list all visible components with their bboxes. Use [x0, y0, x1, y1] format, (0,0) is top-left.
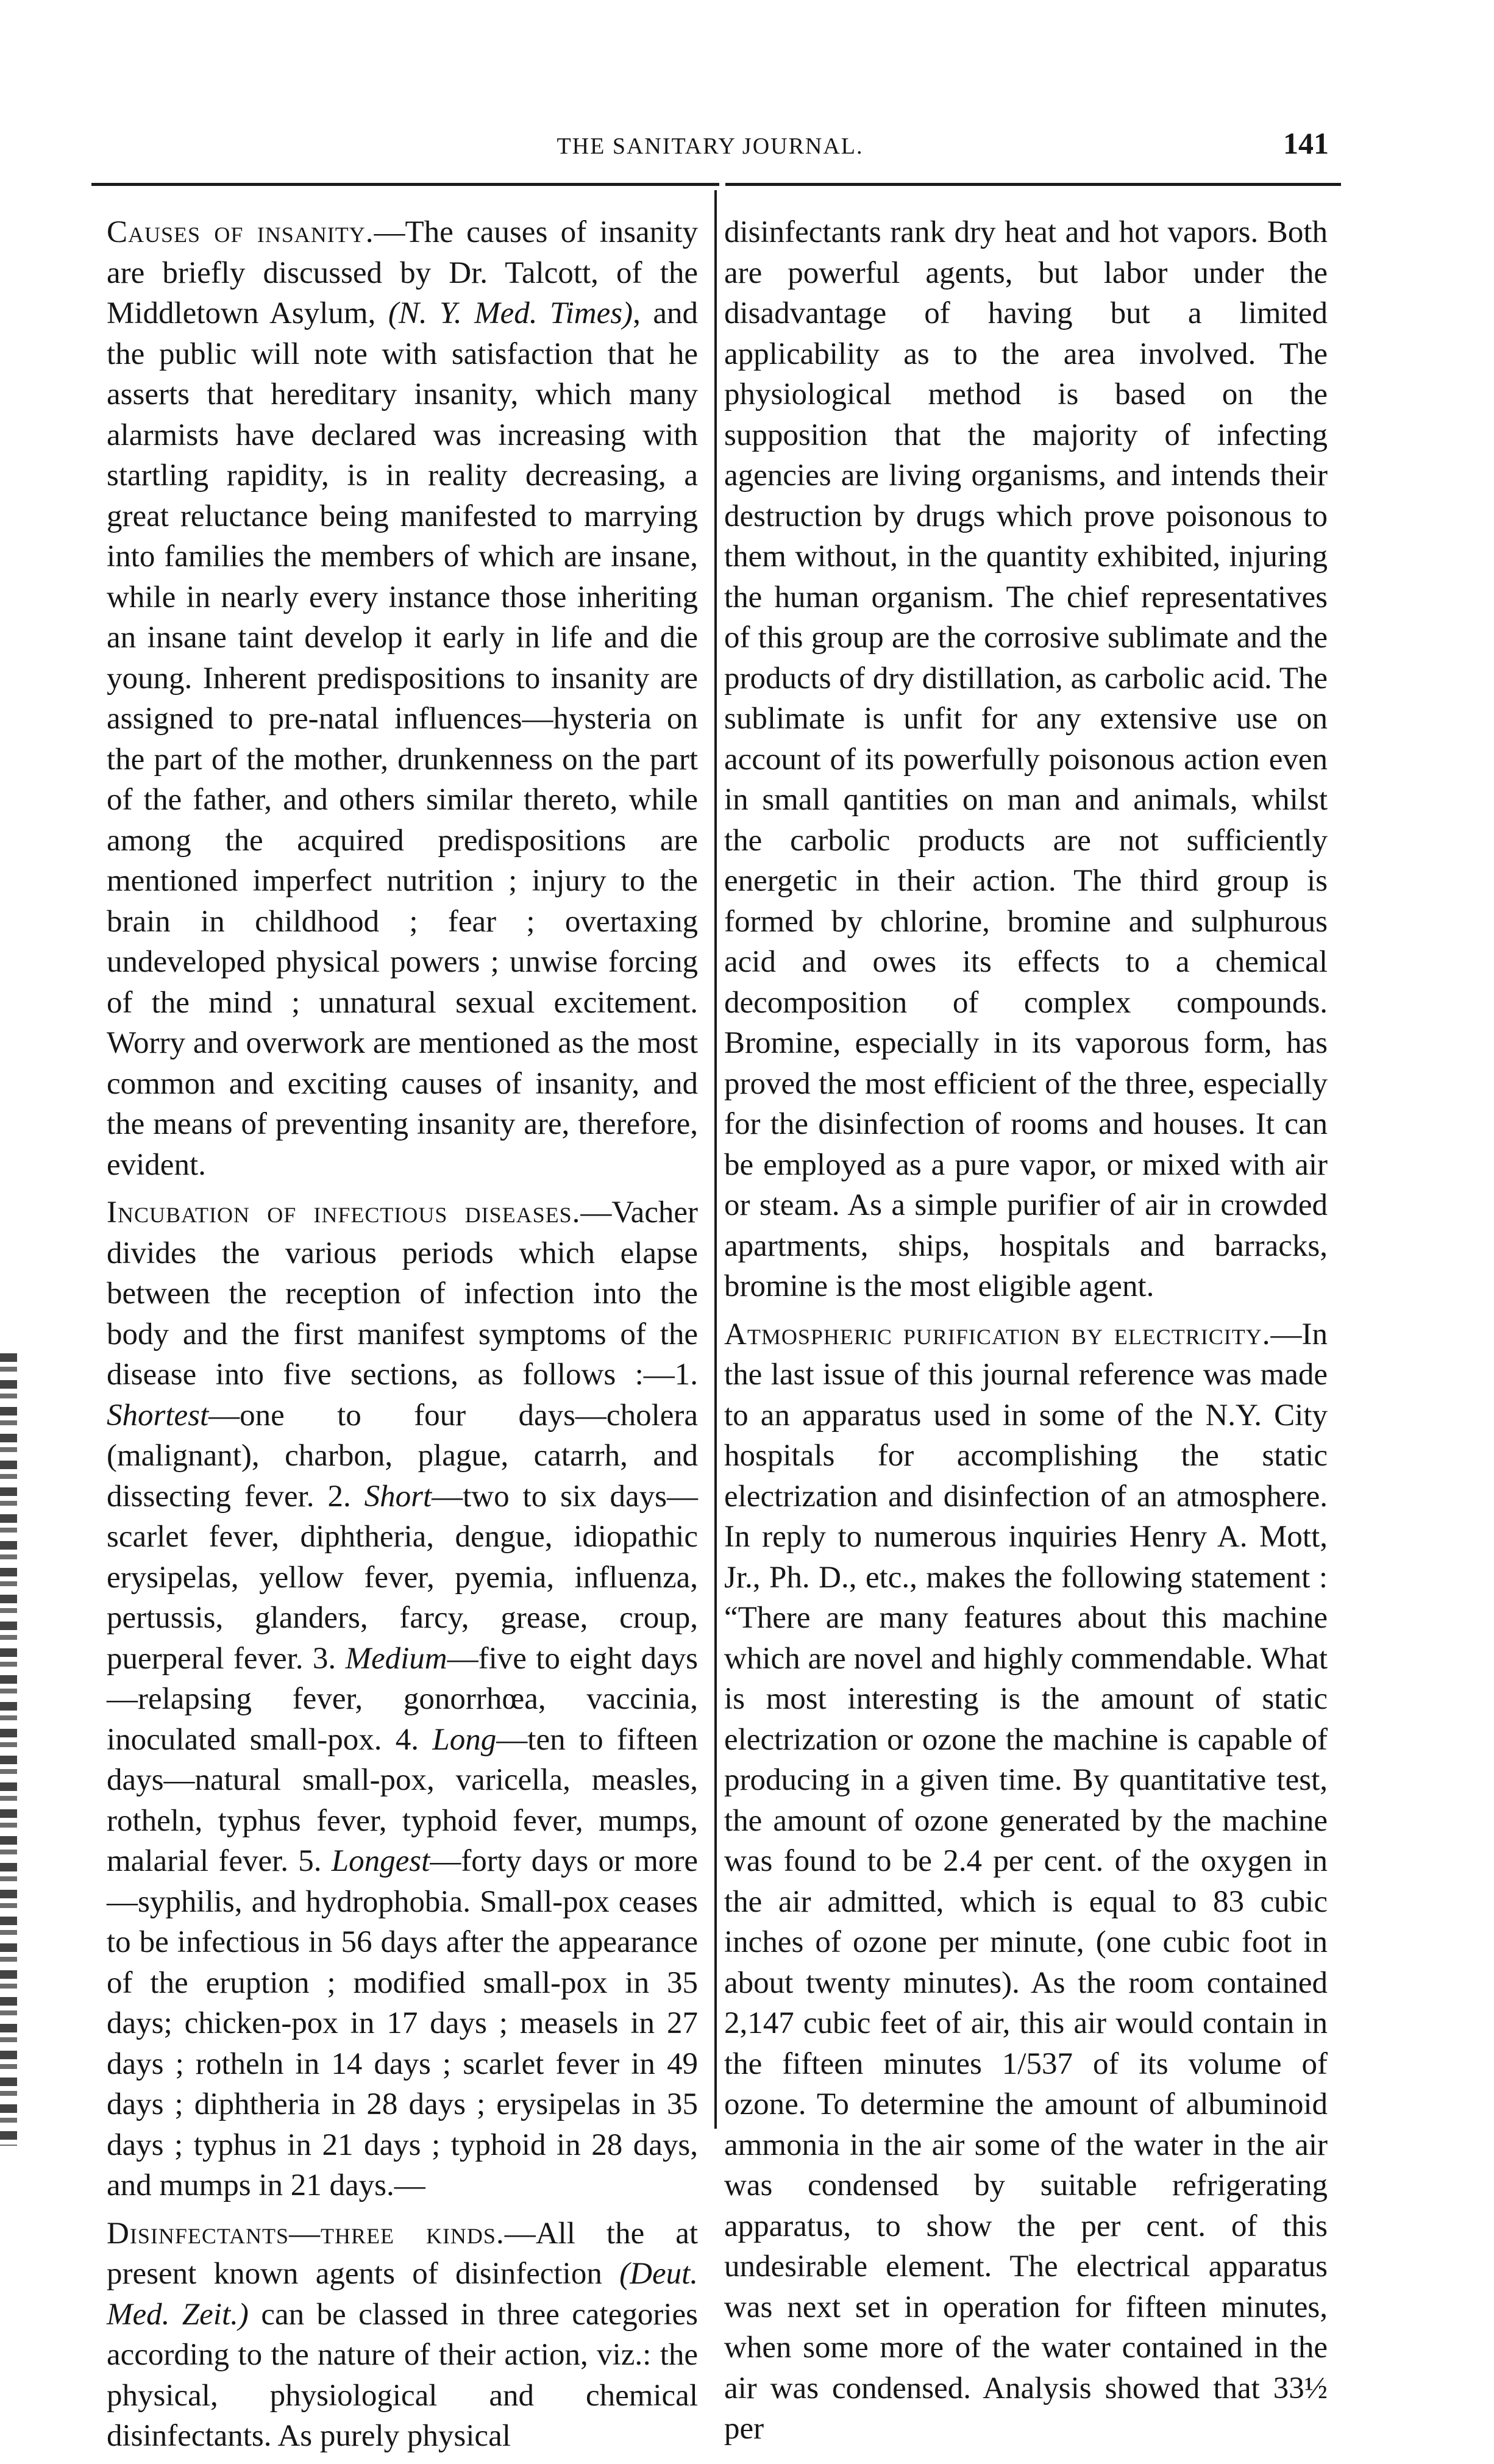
paragraph-text: —one to four days—cholera (malignant), charbon, plague, catarrh, and dissecting fever. 2. [107, 1398, 698, 1514]
header-rule-left [91, 183, 719, 186]
source-citation: (N. Y. Med. Times) [388, 296, 633, 330]
paragraph-text: , and the public will note with satisfaction that he asserts that hereditary insanity, which many alarmists have declared was increasing with startling rapidity, is in reality decreasing, a great reluctance being manifested to marrying into families the members of which are insane, while in nearly every instance those inheriting an insane taint develop it early in life and die young. Inherent predispositions to insanity are assigned to pre-natal influences—hysteria on the part of the mother, drunkenness on the part of the father, and others similar thereto, while among the acquired predispositions are mentioned imperfect nutrition ; injury to the brain in childhood ; fear ; overtaxing undeveloped physical powers ; unwise forcing of the mind ; unnatural sexual excitement. Worry and overwork are mentioned as the most common and exciting causes of insanity, and the means of preventing insanity are, therefore, evident. [107, 296, 698, 1182]
fraction: 1/537 [1001, 2046, 1073, 2081]
header-rule-right [725, 183, 1341, 186]
paragraph-text: disinfectants rank dry heat and hot vapors. Both are powerful agents, but labor under the disadvantage of having but a limited applicability as to the area involved. The physiological method is based on the supposition that the majority of infecting agencies are living organisms, and intends their destruction by drugs which prove poisonous to them without, in the quantity exhibited, injuring the human organism. The chief representatives of this group are the corrosive sublimate and the products of dry distillation, as carbolic acid. The sublimate is unfit for any extensive use on account of its powerfully poisonous action even in small qantities on man and animals, whilst the carbolic products are not sufficiently energetic in their action. The third group is formed by chlorine, bromine and sulphurous acid and owes its effects to a chemical decomposition of complex compounds. Bromine, especially in its vaporous form, has proved the most efficient of the three, especially for the disinfection of rooms and houses. It can be employed as a pure vapor, or mixed with air or steam. As a simple purifier of air in crowded apartments, ships, hospitals and barracks, bromine is the most eligible agent. [724, 215, 1328, 1303]
paragraph-atmospheric-purification [724, 1314, 1328, 2449]
paragraph-heading: Disinfectants—three kinds. [107, 2216, 505, 2251]
period-term: Medium [345, 1641, 447, 1676]
paragraph-text: can be classed in three categories according to the nature of their action, viz.: the physical, physiological and chemical disinfectants. As purely physical [107, 2297, 698, 2453]
paragraph-heading: Atmospheric purification by electricity. [724, 1317, 1271, 1351]
paragraph-disinfectants-continued [724, 212, 1328, 1307]
paragraph-heading: Causes of insanity. [107, 215, 374, 249]
paragraph-text: —In the last issue of this journal reference was made to an apparatus used in some of the N.Y. City hospitals for accomplishing the static electrization and disinfection of an atmosphere. In reply to numerous inquiries Henry A. Mott, Jr., Ph. D., etc., makes the following statement : “There are many features about this machine which are novel and highly commendable. What is most interesting is the amount of static electrization or ozone the machine is capable of producing in a given time. By quantitative test, the amount of ozone generated by the machine was found to be 2.4 per cent. of the oxygen in the air admitted, which is equal to 83 cubic inches of ozone per minute, (one cubic foot in about twenty minutes). As the room contained 2,147 cubic feet of air, this air would contain in the fifteen minutes [724, 1317, 1328, 2081]
scan-margin-marks [0, 1353, 17, 2146]
paragraph-incubation [107, 1192, 698, 2206]
paragraph-text: —forty days or more—syphilis, and hydrophobia. Small-pox ceases to be infectious in 56 days after the appearance of the eruption ; modified small-pox in 35 days; chicken-pox in 17 days ; measels in 27 days ; rotheln in 14 days ; scarlet fever in 49 days ; diphtheria in 28 days ; erysipelas in 35 days ; typhus in 21 days ; typhoid in 28 days, and mumps in 21 days.— [107, 1844, 698, 2202]
paragraph-text: —The causes of insanity are briefly discussed by Dr. Talcott, of the Middletown Asylum, [107, 215, 698, 330]
running-title: THE SANITARY JOURNAL. [557, 134, 864, 159]
paragraph-causes-of-insanity [107, 212, 698, 1185]
left-column [107, 212, 698, 2464]
paragraph-disinfectants [107, 2213, 698, 2457]
period-term: Short [364, 1479, 432, 1514]
period-term: Longest [331, 1844, 430, 1878]
paragraph-heading: Incubation of infectious diseases. [107, 1195, 581, 1230]
page-number: 141 [1283, 126, 1329, 160]
paragraph-text: —All the at present known agents of disinfection [107, 2216, 699, 2291]
paragraph-text: —Vacher divides the various periods which elapse between the reception of infection into the body and the first manifest symptoms of the disease into five sections, as follows :—1. [107, 1195, 698, 1392]
paragraph-text: —five to eight days—relapsing fever, gonorrhœa, vaccinia, inoculated small-pox. 4. [107, 1641, 698, 1757]
period-term: Long [432, 1722, 497, 1757]
page-header [91, 121, 1329, 163]
source-citation: (Deut. Med. Zeit.) [107, 2257, 698, 2332]
right-column [724, 212, 1328, 2457]
column-divider [714, 190, 717, 2129]
paragraph-text: —two to six days—scarlet fever, diphtheria, dengue, idiopathic erysipelas, yellow fever, pyemia, influenza, pertussis, glanders, farcy, grease, croup, puerperal fever. 3. [107, 1479, 699, 1676]
paragraph-text: —ten to fifteen days—natural small-pox, varicella, measles, rotheln, typhus fever, typhoid fever, mumps, malarial fever. 5. [107, 1722, 698, 1878]
paragraph-text: of its volume of ozone. To determine the amount of albuminoid ammonia in the air some of the water in the air was condensed by suitable refrigerating apparatus, to show the per cent. of this undesirable element. The electrical apparatus was next set in operation for fifteen minutes, when some more of the water contained in the air was condensed. Analysis showed that 33½ per [724, 2046, 1328, 2446]
period-term: Shortest [107, 1398, 209, 1433]
